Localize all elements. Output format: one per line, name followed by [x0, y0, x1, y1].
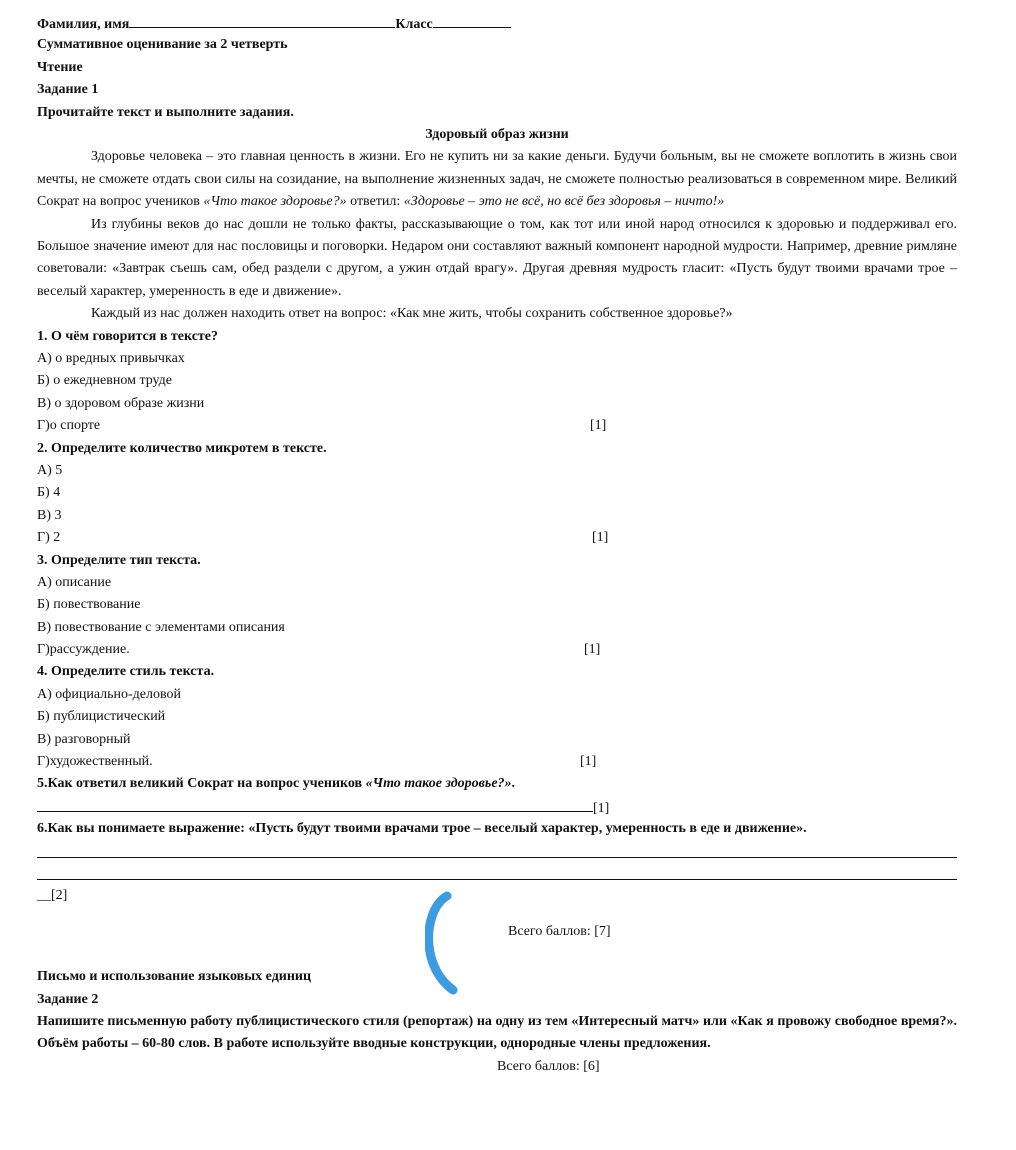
section-writing: Письмо и использование языковых единиц	[37, 969, 312, 985]
q3-option-c: В) повествование с элементами описания	[37, 619, 285, 635]
q2-points: [1]	[592, 530, 609, 546]
name-blank	[129, 12, 395, 28]
task2-title: Задание 2	[37, 991, 99, 1007]
q2-option-d-row	[37, 527, 957, 549]
q1-points: [1]	[590, 418, 607, 434]
q1-option-c: В) о здоровом образе жизни	[37, 395, 205, 411]
total-score-2: Всего баллов: [6]	[497, 1058, 600, 1074]
q3-option-a: А) описание	[37, 574, 112, 590]
q4-option-d: Г)художественный.	[37, 754, 153, 770]
p1-text-2: ответил:	[346, 194, 404, 210]
q1-option-d-row	[37, 415, 957, 437]
q5-answer-line	[37, 796, 957, 818]
q6-answer-line-2	[37, 863, 957, 885]
q3-option-d-row	[37, 639, 957, 661]
total-score-2-row	[37, 1056, 957, 1078]
q5-answer-blank	[37, 796, 593, 812]
p1-question-quote: «Что такое здоровье?»	[203, 194, 347, 210]
question-5	[37, 773, 957, 795]
question-4: 4. Определите стиль текста.	[37, 664, 215, 680]
section-reading: Чтение	[37, 59, 83, 75]
q2-option-c: В) 3	[37, 507, 62, 523]
p1-text: Здоровье человека – это главная ценность в жизни. Его не купить ни за какие деньги. Будучи больным, вы не сможете воплотить в жизнь свои мечты, не сможете отдать свои силы на созидание, на выполнение жизненных задач, не сможете полностью реализоваться в современном мире. Великий Сократ на вопрос учеников	[37, 149, 957, 210]
assessment-title: Суммативное оценивание за 2 четверть	[37, 37, 288, 53]
q3-points: [1]	[584, 642, 601, 658]
q6-points: __[2]	[37, 888, 68, 904]
worksheet	[37, 12, 957, 1078]
question-1: 1. О чём говорится в тексте?	[37, 328, 219, 344]
task1-instruction: Прочитайте текст и выполните задания.	[37, 104, 294, 120]
question-3: 3. Определите тип текста.	[37, 552, 201, 568]
text-paragraph-1	[37, 146, 957, 213]
q1-option-a: А) о вредных привычках	[37, 350, 185, 366]
q4-points: [1]	[580, 754, 597, 770]
name-label: Фамилия, имя	[37, 17, 130, 32]
q6-answer-line-1	[37, 841, 957, 863]
p1-answer-quote: «Здоровье – это не всё, но всё без здоровья – ничто!»	[403, 194, 725, 210]
q5-text: 5.Как ответил великий Сократ на вопрос учеников	[37, 776, 366, 792]
q4-option-b: Б) публицистический	[37, 709, 166, 725]
question-2: 2. Определите количество микротем в тексте.	[37, 440, 327, 456]
q1-option-d: Г)о спорте	[37, 418, 101, 434]
total-score-1-row	[37, 921, 957, 943]
q1-option-b: Б) о ежедневном труде	[37, 373, 173, 389]
class-blank	[433, 12, 511, 28]
q2-option-a: А) 5	[37, 462, 63, 478]
task1-title: Задание 1	[37, 82, 99, 98]
total-score-1: Всего баллов: [7]	[508, 923, 611, 939]
class-label: Класс	[395, 17, 433, 32]
q5-quote: «Что такое здоровье?»	[365, 776, 512, 792]
q4-option-c: В) разговорный	[37, 731, 131, 747]
q3-option-b: Б) повествование	[37, 597, 141, 613]
text-paragraph-3: Каждый из нас должен находить ответ на вопрос: «Как мне жить, чтобы сохранить собственное здоровье?»	[91, 306, 733, 322]
q2-option-b: Б) 4	[37, 485, 61, 501]
task2-text: Напишите письменную работу публицистического стиля (репортаж) на одну из тем «Интересный матч» или «Как я провожу свободное время?». Объём работы – 60-80 слов. В работе используйте вводные конструкции, однородные члены предложения.	[37, 1013, 957, 1052]
q4-option-d-row	[37, 751, 957, 773]
q5-end: .	[511, 776, 516, 792]
q3-option-d: Г)рассуждение.	[37, 642, 130, 658]
name-class-line	[37, 12, 957, 34]
pen-mark-stroke	[425, 890, 465, 995]
q5-points: [1]	[593, 800, 610, 816]
q2-option-d: Г) 2	[37, 530, 61, 546]
text-paragraph-2: Из глубины веков до нас дошли не только факты, рассказывающие о том, как тот или иной народ относился к здоровью и поддерживал его. Большое значение имеют для нас пословицы и поговорки. Недаром они составляют важный компонент народной мудрости. Например, древние римляне советовали: «Завтрак съешь сам, обед раздели с другом, а ужин отдай врагу». Другая древняя мудрость гласит: «Пусть будут твоими врачами трое – веселый характер, умеренность в еде и движение».	[37, 216, 957, 299]
text-title: Здоровый образ жизни	[425, 126, 569, 142]
question-6: 6.Как вы понимаете выражение: «Пусть будут твоими врачами трое – веселый характер, умеренность в еде и движение».	[37, 821, 807, 837]
q4-option-a: А) официально-деловой	[37, 686, 182, 702]
